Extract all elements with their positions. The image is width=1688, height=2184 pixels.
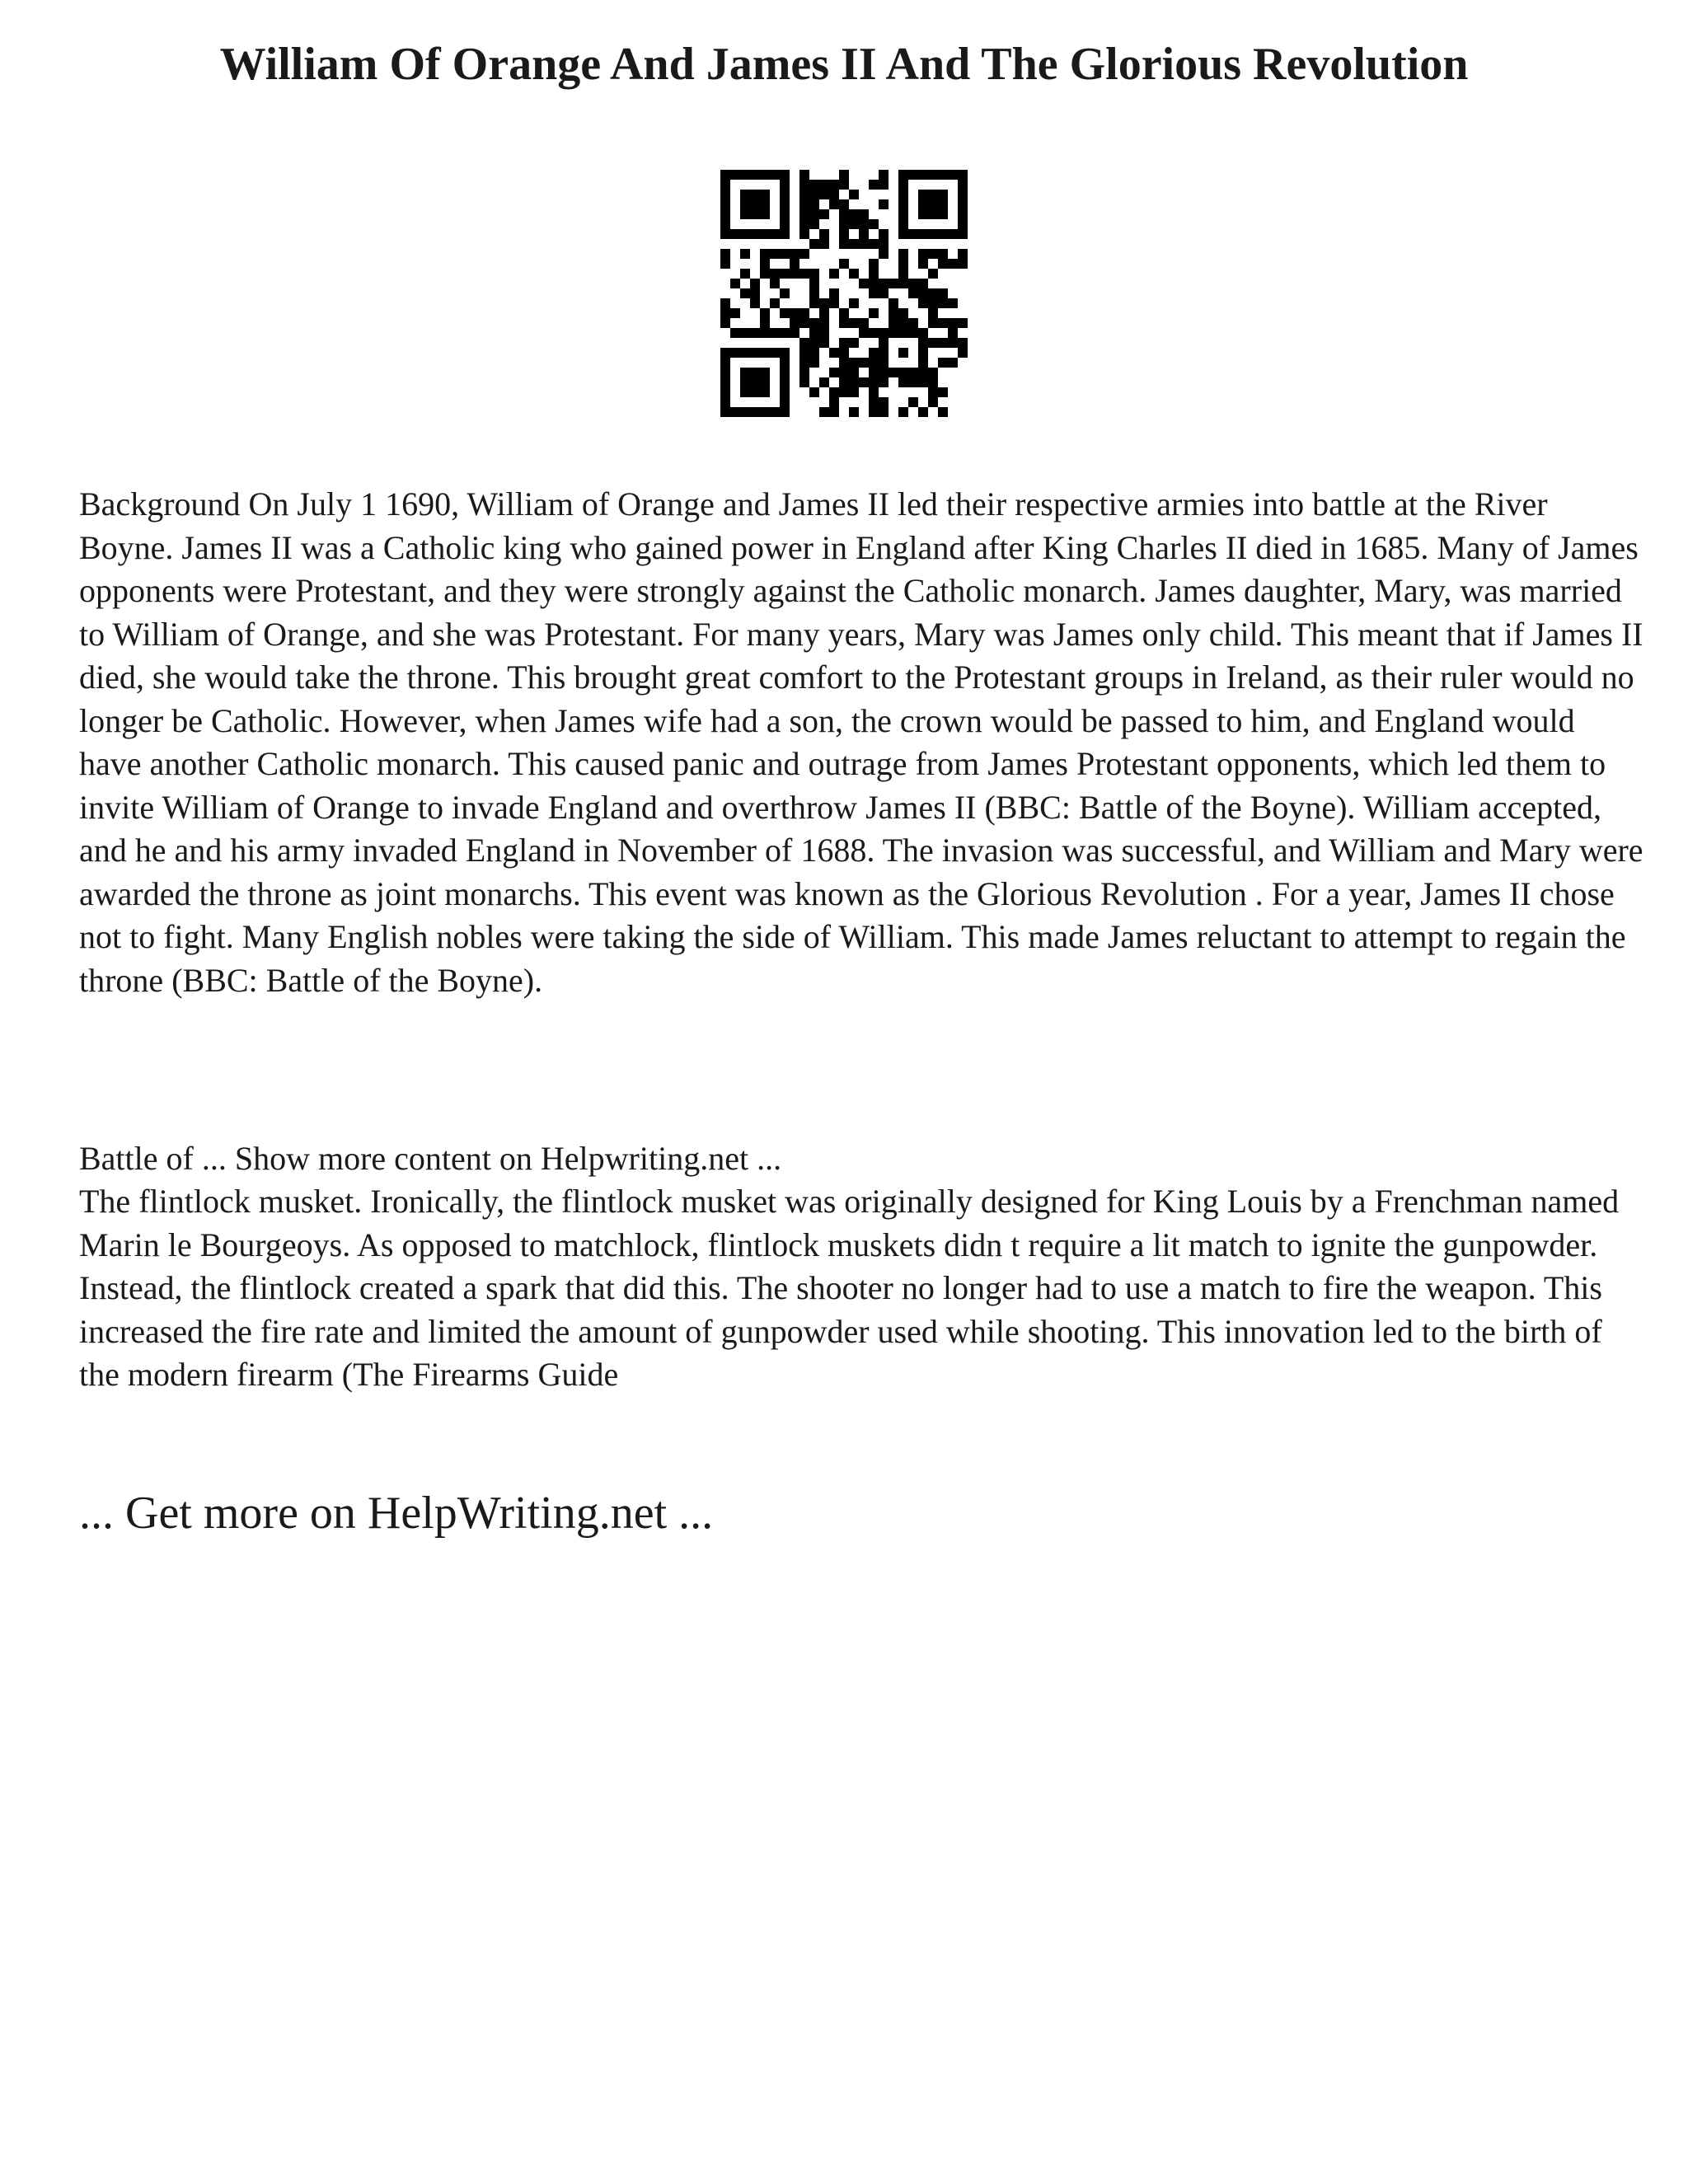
paragraph-background: Background On July 1 1690, William of Orange and James II led their respective armies into battle at the River Boyne. James II was a Catholic king who gained power in England after King Charles II died in 1685. Many of James opponents were Protestant, and they were strongly against the Catholic monarch. James daughter, Mary, was married to William of Orange, and she was Protestant. For many years, Mary was James only child. This meant that if James II died, she would take the throne. This brought great comfort to the Protestant groups in Ireland, as their ruler would no longer be Catholic. However, when James wife had a son, the crown would be passed to him, and England would have another Catholic monarch. This caused panic and outrage from James Protestant opponents, which led them to invite William of Orange to invade England and overthrow James II (BBC: Battle of the Boyne). William accepted, and he and his army invaded England in November of 1688. The invasion was successful, and William and Mary were awarded the throne as joint monarchs. This event was known as the Glorious Revolution . For a year, James II chose not to fight. Many English nobles were taking the side of William. This made James reluctant to attempt to regain the throne (BBC: Battle of the Boyne).	[79, 485, 1643, 999]
show-more-line[interactable]: Battle of ... Show more content on Helpwriting.net ...	[79, 1140, 782, 1177]
paragraph-flintlock: The flintlock musket. Ironically, the flintlock musket was originally designed for King Louis by a Frenchman named Marin le Bourgeoys. As opposed to matchlock, flintlock muskets didn t require a lit match to ignite the gunpowder. Instead, the flintlock created a spark that did this. The shooter no longer had to use a match to fire the weapon. This increased the fire rate and limited the amount of gunpowder used while shooting. This innovation led to the birth of the modern firearm (The Firearms Guide	[79, 1183, 1620, 1393]
get-more-link[interactable]: ... Get more on HelpWriting.net ...	[79, 1488, 714, 1539]
qr-code[interactable]	[720, 170, 968, 417]
page-title: William Of Orange And James II And The Glorious Revolution	[219, 39, 1469, 90]
qr-code-icon	[720, 170, 968, 417]
